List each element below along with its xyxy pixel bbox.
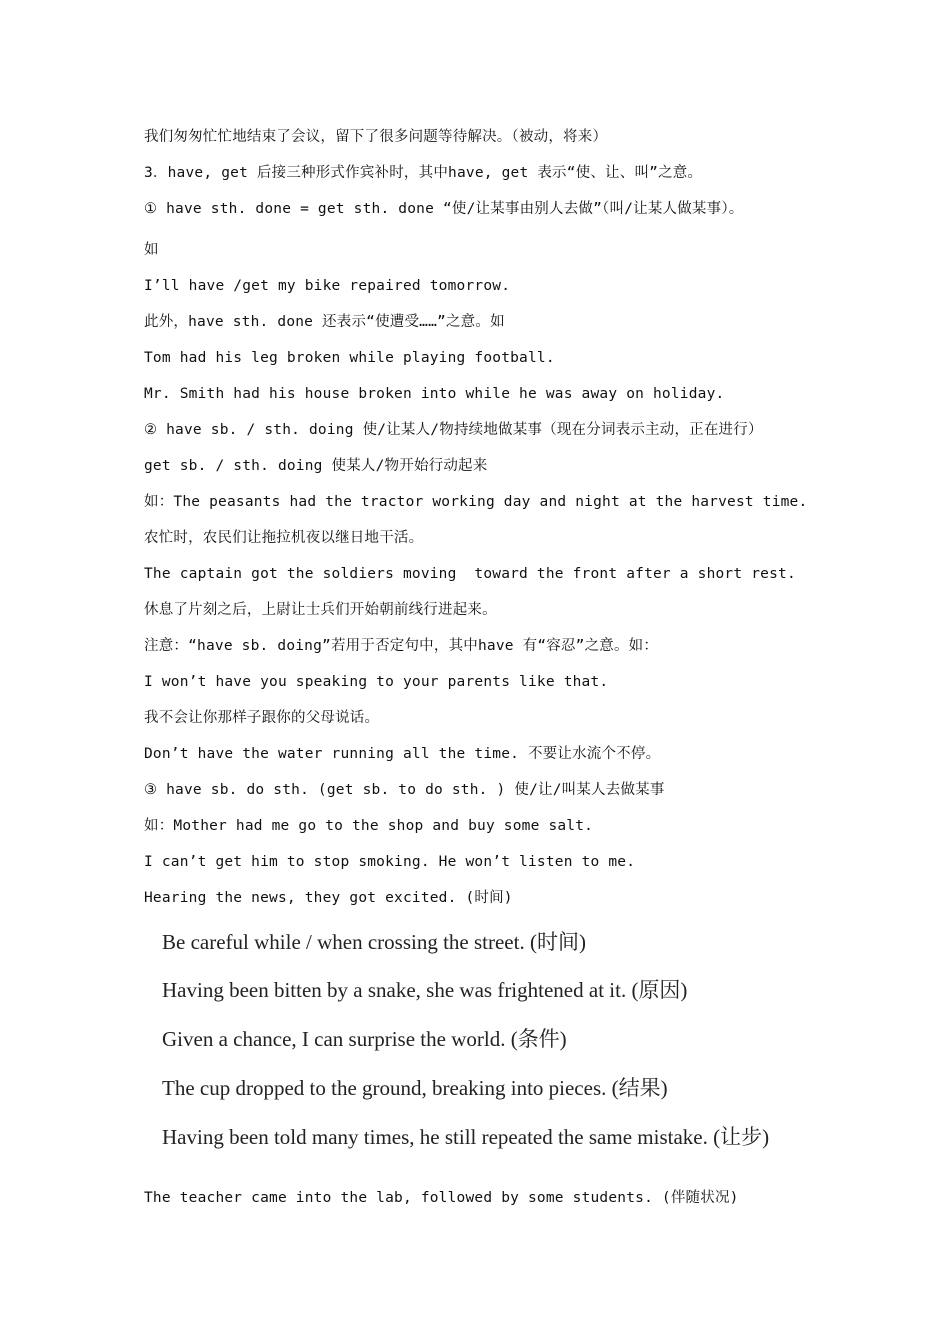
text-line: ③ have sb. do sth. (get sb. to do sth. ) 使/让/叫某人去做某事 — [144, 782, 665, 798]
text-line: Mr. Smith had his house broken into while he was away on holiday. — [144, 386, 725, 402]
text-line: The teacher came into the lab, followed by some students. (伴随状况) — [144, 1190, 739, 1206]
text-line: I’ll have /get my bike repaired tomorrow. — [144, 278, 511, 294]
example-line: Having been told many times, he still repeated the same mistake. (让步) — [162, 1125, 770, 1149]
text-line: The captain got the soldiers moving toward the front after a short rest. — [144, 566, 796, 582]
text-line: ② have sb. / sth. doing 使/让某人/物持续地做某事（现在分词表示主动，正在进行） — [144, 422, 763, 438]
text-line: 农忙时，农民们让拖拉机夜以继日地干活。 — [144, 530, 424, 546]
text-line: I can’t get him to stop smoking. He won’t listen to me. — [144, 854, 636, 870]
text-line: 如：The peasants had the tractor working day and night at the harvest time. — [144, 494, 808, 510]
text-line: 注意：“have sb. doing”若用于否定句中，其中have 有“容忍”之意。如： — [144, 638, 659, 654]
text-line: Don’t have the water running all the time. 不要让水流个不停。 — [144, 746, 661, 762]
text-line: get sb. / sth. doing 使某人/物开始行动起来 — [144, 458, 488, 474]
text-line: 此外，have sth. done 还表示“使遭受……”之意。如 — [144, 314, 505, 330]
text-line: 如 — [144, 242, 159, 258]
text-line: Tom had his leg broken while playing football. — [144, 350, 555, 366]
example-line: Given a chance, I can surprise the world. (条件) — [162, 1027, 567, 1051]
text-line: ① have sth. done = get sth. done “使/让某事由别人去做”（叫/让某人做某事）。 — [144, 201, 744, 217]
example-line: Be careful while / when crossing the street. (时间) — [162, 930, 586, 954]
example-line: The cup dropped to the ground, breaking into pieces. (结果) — [162, 1076, 668, 1100]
text-line: 如：Mother had me go to the shop and buy some salt. — [144, 818, 594, 834]
text-line: I won’t have you speaking to your parents like that. — [144, 674, 609, 690]
example-line: Having been bitten by a snake, she was frightened at it. (原因) — [162, 978, 688, 1002]
text-line: Hearing the news, they got excited. (时间) — [144, 890, 513, 906]
text-line: 我们匆匆忙忙地结束了会议，留下了很多问题等待解决。（被动，将来） — [144, 129, 608, 145]
text-line: 我不会让你那样子跟你的父母说话。 — [144, 710, 380, 726]
text-line: 3．have, get 后接三种形式作宾补时，其中have, get 表示“使、让、叫”之意。 — [144, 165, 703, 181]
text-line: 休息了片刻之后，上尉让士兵们开始朝前线行进起来。 — [144, 602, 497, 618]
